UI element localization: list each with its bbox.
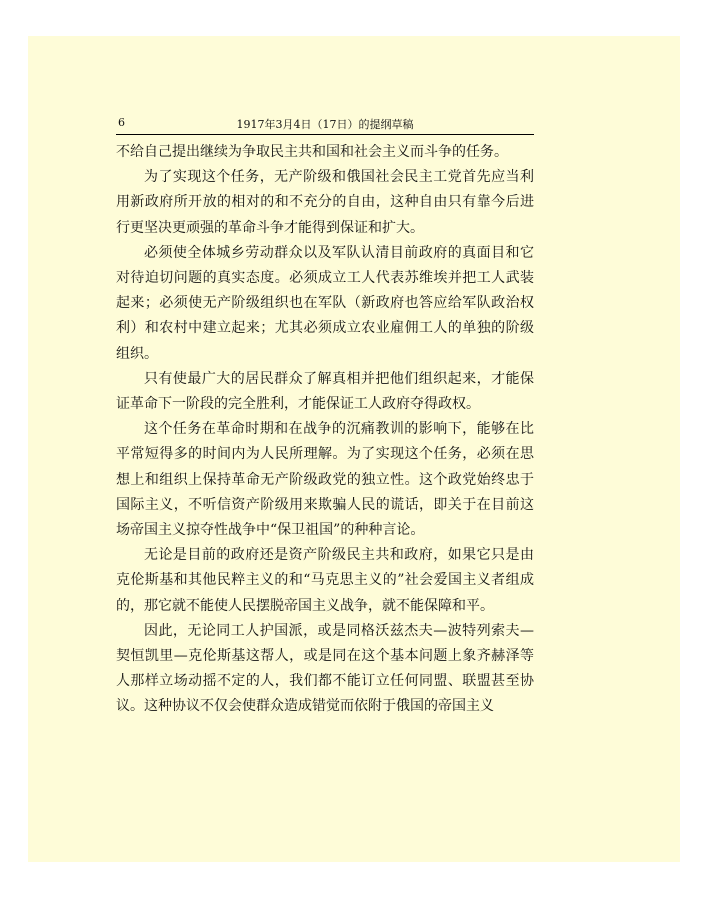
page-header: [116, 116, 534, 135]
paragraph-continued: 不给自己提出继续为争取民主共和国和社会主义而斗争的任务。: [116, 144, 508, 160]
paragraph: 必须使全体城乡劳动群众以及军队认清目前政府的真面目和它对待迫切问题的真实态度。必须成立工人代表苏维埃并把工人武装起来；必须使无产阶级组织也在军队（新政府也答应给军队政治权利）和农村中建立起来；尤其必须成立农业雇佣工人的单独的阶级组织。: [116, 244, 534, 362]
running-title: 1917年3月4日（17日）的提纲草稿: [236, 118, 414, 131]
paragraph: 只有使最广大的居民群众了解真相并把他们组织起来，才能保证革命下一阶段的完全胜利，才能保证工人政府夺得政权。: [116, 370, 534, 413]
paragraph: 为了实现这个任务，无产阶级和俄国社会民主工党首先应当利用新政府所开放的相对的和不充分的自由，这种自由只有靠今后进行更坚决更顽强的革命斗争才能得到保证和扩大。: [116, 169, 534, 236]
body-text: [116, 140, 534, 720]
paragraph: 这个任务在革命时期和在战争的沉痛教训的影响下，能够在比平常短得多的时间内为人民所理解。为了实现这个任务，必须在思想上和组织上保持革命无产阶级政党的独立性。这个政党始终忠于国际主义，不听信资产阶级用来欺骗人民的谎话，即关于在目前这场帝国主义掠夺性战争中“保卫祖国”的种种言论。: [116, 421, 534, 539]
paragraph: 因此，无论同工人护国派，或是同格沃兹杰夫—波特列索夫—契恒凯里—克伦斯基这帮人，或是同在这个基本问题上象齐赫泽等人那样立场动摇不定的人，我们都不能订立任何同盟、联盟甚至协议。这种协议不仅会使群众造成错觉而依附于俄国的帝国主义: [116, 622, 534, 715]
page-number: 6: [118, 116, 125, 129]
paragraph: 无论是目前的政府还是资产阶级民主共和政府，如果它只是由克伦斯基和其他民粹主义的和“马克思主义的”社会爱国主义者组成的，那它就不能使人民摆脱帝国主义战争，就不能保障和平。: [116, 547, 534, 614]
